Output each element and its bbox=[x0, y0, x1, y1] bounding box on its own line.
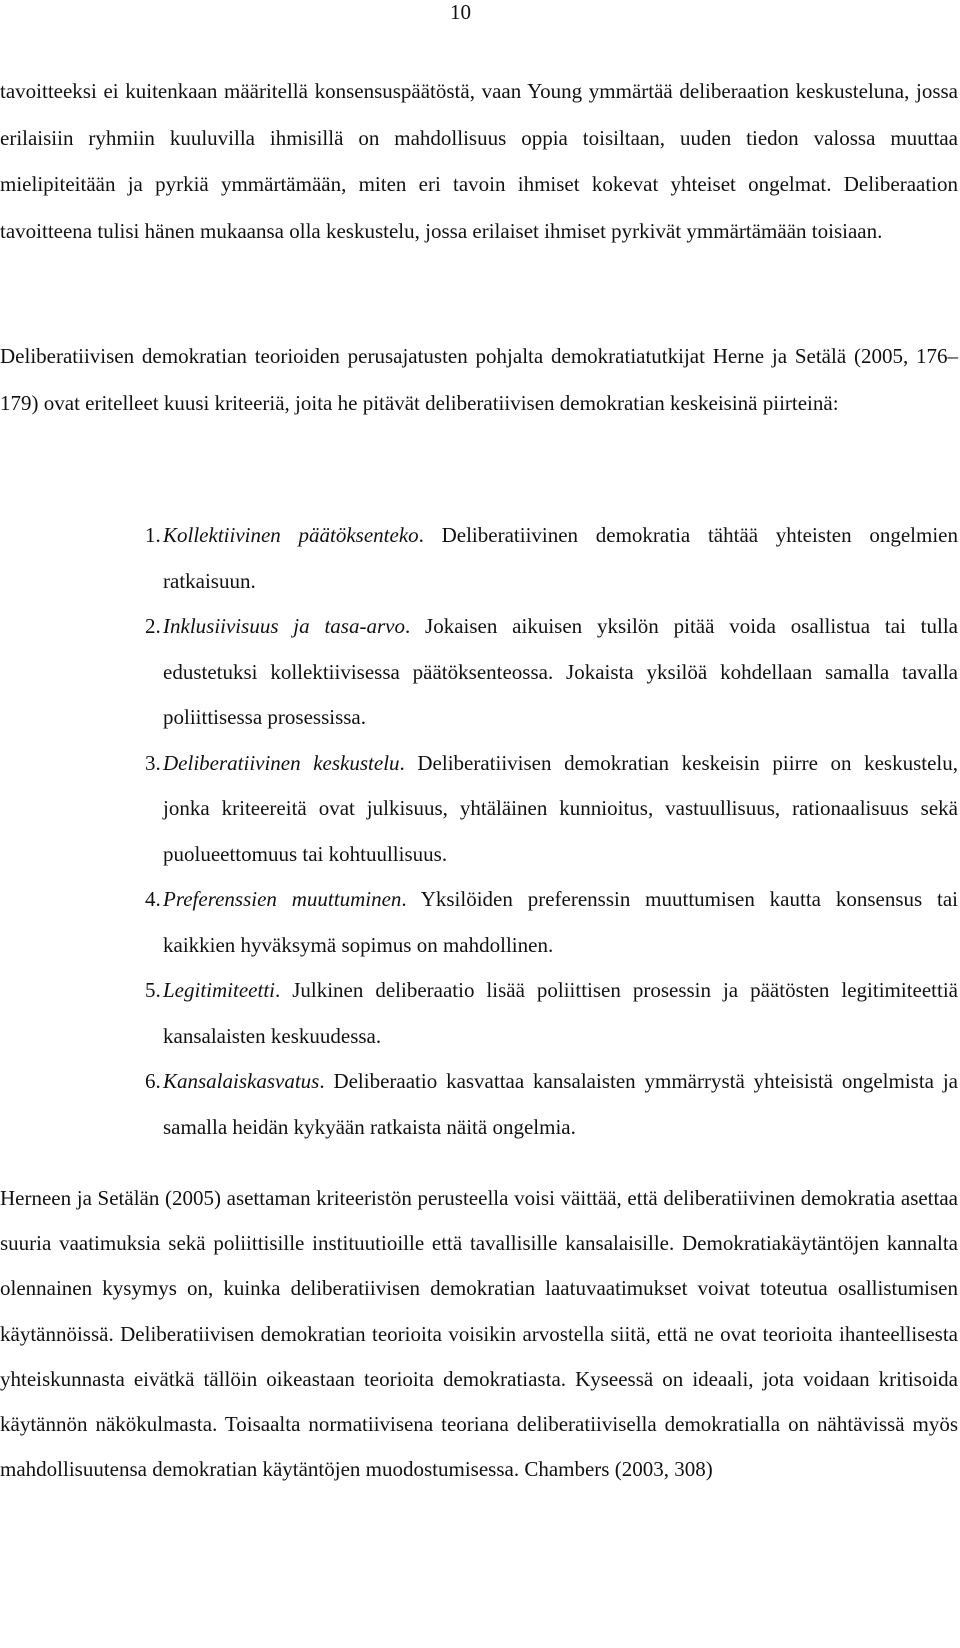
list-item-term: Kollektiivinen päätöksenteko bbox=[163, 523, 419, 547]
list-item-number: 3. bbox=[145, 750, 161, 775]
list-item-number: 5. bbox=[145, 978, 161, 1002]
list-item-term: Legitimiteetti bbox=[163, 978, 275, 1002]
list-item-term: Kansalaiskasvatus bbox=[163, 1069, 320, 1093]
list-item-term: Deliberatiivinen keskustelu bbox=[163, 750, 400, 775]
paragraph-1: tavoitteeksi ei kuitenkaan määritellä konsensuspäätöstä, vaan Young ymmärtää deliberaation keskusteluna, jossa erilaisiin ryhmiin kuuluvilla ihmisillä on mahdollisuus oppia toisiltaan, uuden tiedon valossa muuttaa mielipiteitään ja pyrkiä ymmärtämään, miten eri tavoin ihmiset kokevat yhteiset ongelmat. Deliberaation tavoitteena tulisi hänen mukaansa olla keskustelu, jossa erilaiset ihmiset pyrkivät ymmärtämään toisiaan. bbox=[0, 79, 958, 243]
page-number: 10 bbox=[450, 0, 471, 24]
paragraph-3: Herneen ja Setälän (2005) asettaman kriteeristön perusteella voisi väittää, että deliberatiivinen demokratia asettaa suuria vaatimuksia sekä poliittisille instituutioille että tavallisille kansalaisille. Demokratiakäytäntöjen kannalta olennainen kysymys on, kuinka deliberatiivisen demokratian laatuvaatimukset voivat toteutua osallistumisen käytännöissä. Deliberatiivisen demokratian teorioita voisikin arvostella siitä, että ne ovat teorioita ihanteellisesta yhteiskunnasta eivätkä tällöin oikeastaan teorioita demokratiasta. Kyseessä on ideaali, jota voidaan kritisoida käytännön näkökulmasta. Toisaalta normatiivisena teoriana deliberatiivisella demokratialla on nähtävissä myös mahdollisuutensa demokratian käytäntöjen muodostumisessa. Chambers (2003, 308) bbox=[0, 1186, 958, 1482]
list-item-text: . Julkinen deliberaatio lisää poliittisen prosessin ja päätösten legitimiteettiä kansalaisten keskuudessa. bbox=[163, 978, 958, 1048]
list-item-text: . Yksilöiden preferenssin muuttumisen kautta konsensus tai kaikkien hyväksymä sopimus on mahdollinen. bbox=[163, 887, 958, 957]
list-item-text: . Deliberatiivinen demokratia tähtää yhteisten ongelmien ratkaisuun. bbox=[163, 523, 958, 593]
list-item-number: 2. bbox=[145, 614, 161, 638]
list-item-number: 6. bbox=[145, 1069, 161, 1093]
list-item bbox=[145, 968, 958, 1059]
list-item bbox=[145, 741, 958, 878]
paragraph-2: Deliberatiivisen demokratian teorioiden perusajatusten pohjalta demokratiatutkijat Herne ja Setälä (2005, 176–179) ovat eritelleet kuusi kriteeriä, joita he pitävät deliberatiivisen demokratian keskeisinä piirteinä: bbox=[0, 344, 958, 415]
list-item-number: 4. bbox=[145, 887, 161, 911]
criteria-list bbox=[145, 513, 958, 1150]
list-item-text: . Deliberaatio kasvattaa kansalaisten ymmärrystä yhteisistä ongelmista ja samalla heidän kykyään ratkaista näitä ongelmia. bbox=[163, 1069, 958, 1139]
list-item bbox=[145, 513, 958, 604]
list-item bbox=[145, 877, 958, 968]
list-item-text: . Deliberatiivisen demokratian keskeisin piirre on keskustelu, jonka kriteereitä ovat julkisuus, yhtäläinen kunnioitus, vastuullisuus, rationaalisuus sekä puolueettomuus tai kohtuullisuus. bbox=[163, 750, 958, 866]
list-item bbox=[145, 604, 958, 741]
list-item-text: . Jokaisen aikuisen yksilön pitää voida osallistua tai tulla edustetuksi kollektiivisessa päätöksenteossa. Jokaista yksilöä kohdellaan samalla tavalla poliittisessa prosessissa. bbox=[163, 614, 958, 729]
list-item-number: 1. bbox=[145, 523, 161, 547]
list-item-term: Inklusiivisuus ja tasa-arvo bbox=[163, 614, 405, 638]
list-item bbox=[145, 1059, 958, 1150]
list-item-term: Preferenssien muuttuminen bbox=[163, 887, 402, 911]
